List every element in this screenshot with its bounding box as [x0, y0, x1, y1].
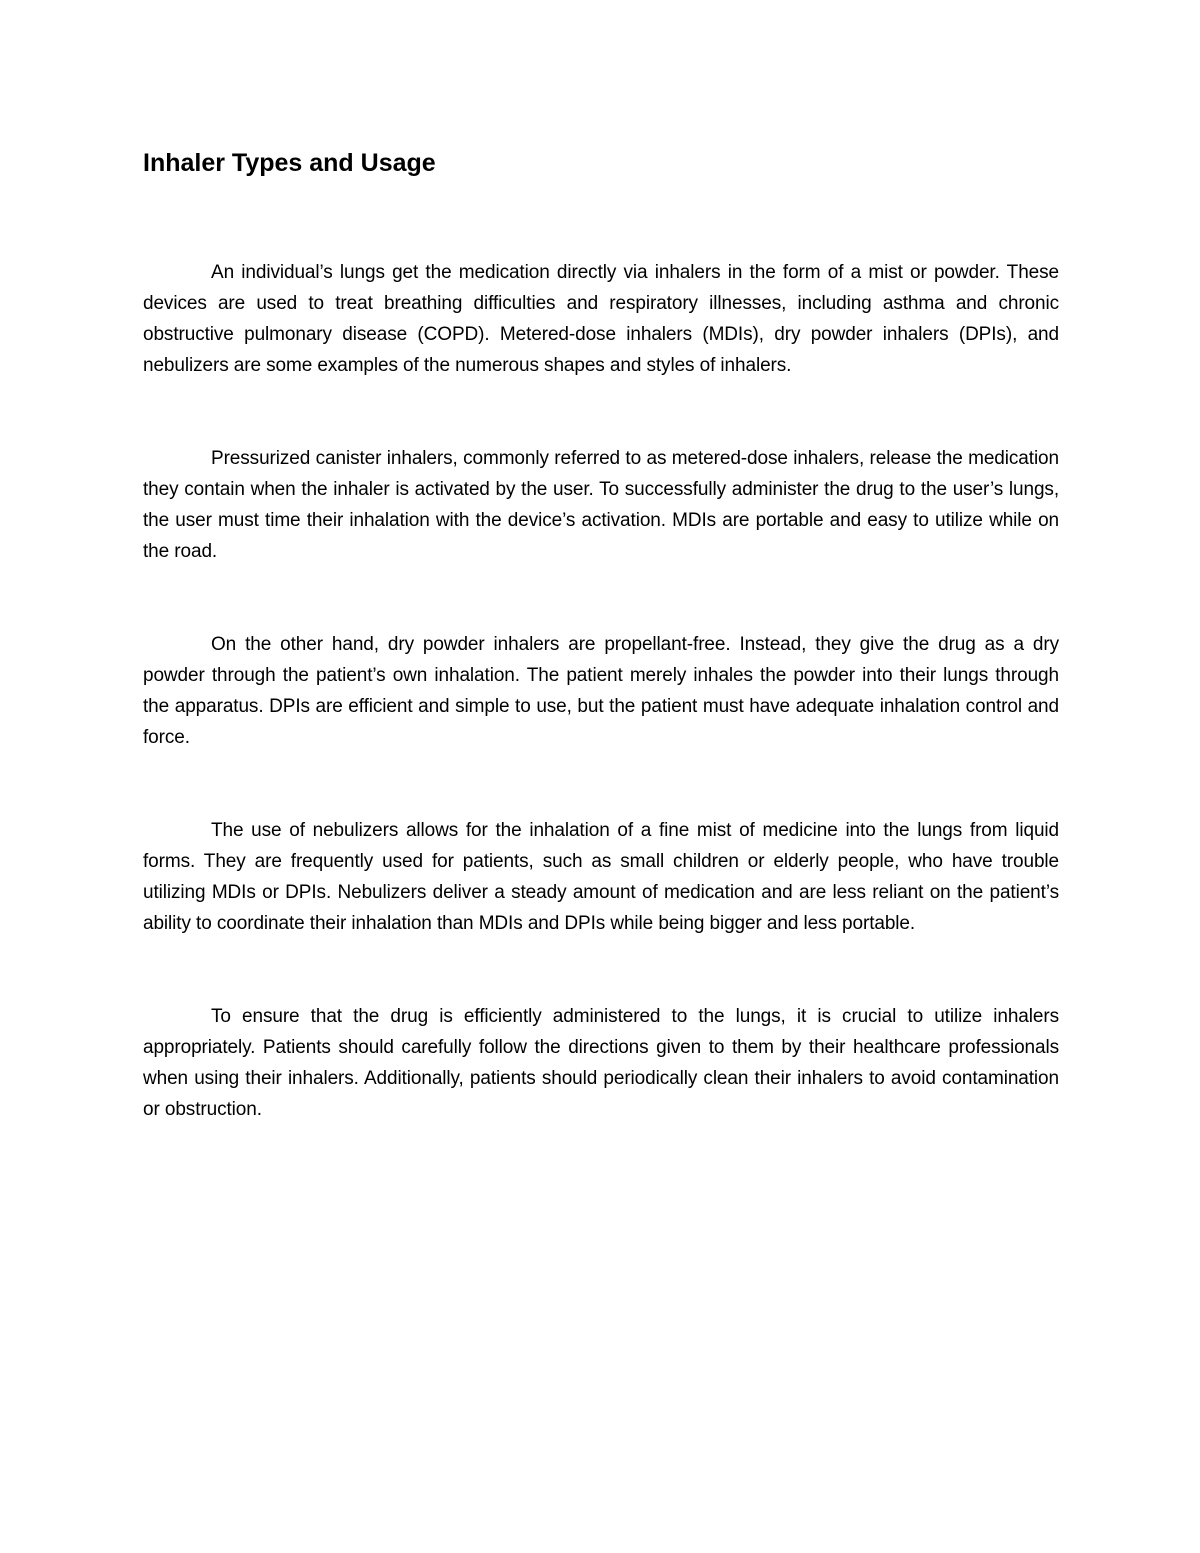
paragraph-intro: An individual’s lungs get the medication directly via inhalers in the form of a mist or powder. These devices are used to treat breathing difficulties and respiratory illnesses, including asthma and chronic obstructive pulmonary disease (COPD). Metered-dose inhalers (MDIs), dry powder inhalers (DPIs), and nebulizers are some examples of the numerous shapes and styles of inhalers. — [143, 262, 1059, 376]
document-body — [143, 145, 1059, 1125]
document-title: Inhaler Types and Usage — [143, 149, 436, 177]
paragraph-usage: To ensure that the drug is efficiently administered to the lungs, it is crucial to utilize inhalers appropriately. Patients should carefully follow the directions given to them by their healthcare professionals when using their inhalers. Additionally, patients should periodically clean their inhalers to avoid contamination or obstruction. — [143, 1006, 1059, 1120]
paragraph-dpi: On the other hand, dry powder inhalers are propellant-free. Instead, they give the drug as a dry powder through the patient’s own inhalation. The patient merely inhales the powder into their lungs through the apparatus. DPIs are efficient and simple to use, but the patient must have adequate inhalation control and force. — [143, 634, 1059, 748]
paragraph-nebulizer: The use of nebulizers allows for the inhalation of a fine mist of medicine into the lungs from liquid forms. They are frequently used for patients, such as small children or elderly people, who have trouble utilizing MDIs or DPIs. Nebulizers deliver a steady amount of medication and are less reliant on the patient’s ability to coordinate their inhalation than MDIs and DPIs while being bigger and less portable. — [143, 820, 1059, 934]
paragraph-mdi: Pressurized canister inhalers, commonly referred to as metered-dose inhalers, release the medication they contain when the inhaler is activated by the user. To successfully administer the drug to the user’s lungs, the user must time their inhalation with the device’s activation. MDIs are portable and easy to utilize while on the road. — [143, 448, 1059, 562]
